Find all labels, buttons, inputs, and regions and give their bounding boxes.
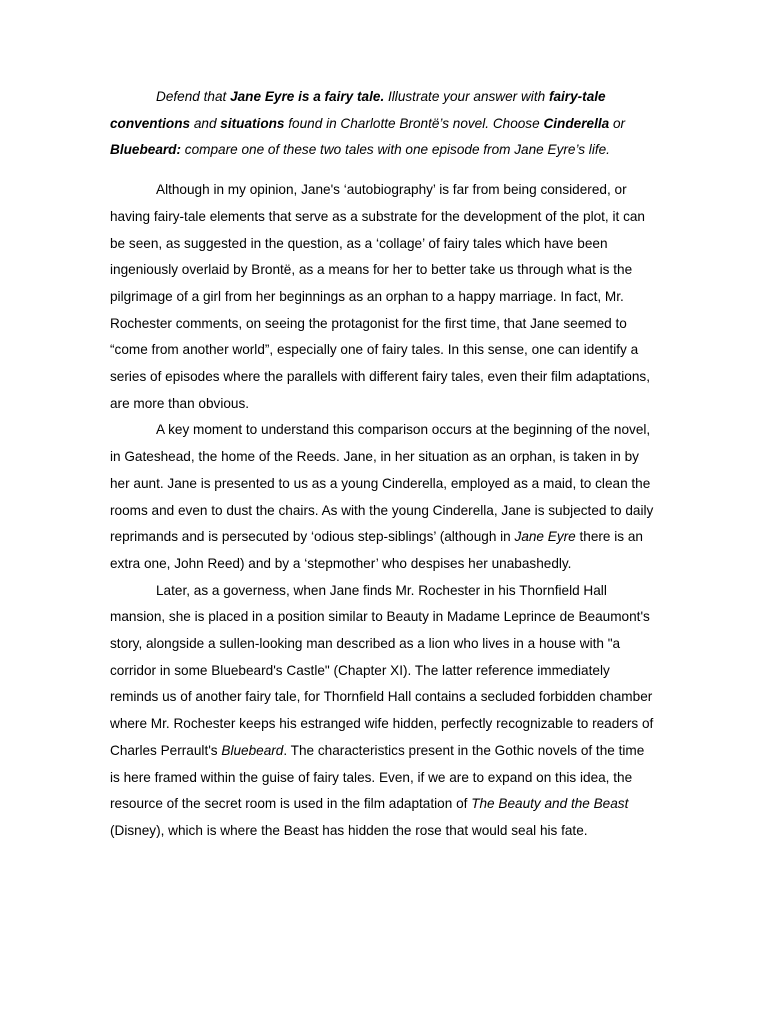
paragraph-3 bbox=[110, 578, 656, 845]
prompt-text-3: and bbox=[190, 115, 221, 131]
paragraph-3-text-a: Later, as a governess, when Jane finds Mr. Rochester in his Thornfield Hall mansion, she is placed in a position similar to Beauty in Madame Leprince de Beaumont's story, alongside a sullen-looking man described as a lion who lives in a house with "a corridor in some Bluebeard's Castle" (Chapter XI). The latter reference immediately reminds us of another fairy tale, for Thornfield Hall contains a secluded forbidden chamber where Mr. Rochester keeps his estranged wife hidden, perfectly recognizable to readers of Charles Perrault's bbox=[110, 582, 654, 758]
prompt-bold-2: fairy-tale conventions bbox=[110, 89, 606, 131]
essay-prompt bbox=[110, 84, 656, 164]
prompt-text-4: found in Charlotte Brontë’s novel. Choose bbox=[284, 115, 544, 131]
paragraph-2 bbox=[110, 417, 656, 577]
prompt-text-5: or bbox=[609, 115, 626, 131]
prompt-text-1: Defend that bbox=[156, 89, 231, 104]
paragraph-2-text-b: there is an extra one, John Reed) and by a ‘stepmother’ who despises her unabashedly. bbox=[110, 529, 643, 571]
paragraph-1: Although in my opinion, Jane's ‘autobiography’ is far from being considered, or having fairy-tale elements that serve as a substrate for the development of the plot, it can be seen, as suggested in the question, as a ‘collage’ of fairy tales which have been ingeniously overlaid by Brontë, as a means for her to better take us through what is the pilgrimage of a girl from her beginnings as an orphan to a happy marriage. In fact, Mr. Rochester comments, on seeing the protagonist for the first time, that Jane seemed to “come from another world”, especially one of fairy tales. In this sense, one can identify a series of episodes where the parallels with different fairy tales, even their film adaptations, are more than obvious. bbox=[110, 182, 651, 411]
prompt-text-6: compare one of these two tales with one episode from Jane Eyre’s life. bbox=[181, 142, 610, 158]
prompt-bold-1: Jane Eyre is a fairy tale. bbox=[230, 89, 385, 104]
paragraph-3-title-bluebeard: Bluebeard bbox=[221, 742, 284, 758]
paragraph-2-title-jane-eyre: Jane Eyre bbox=[514, 529, 576, 545]
paragraph-3-text-c: (Disney), which is where the Beast has hidden the rose that would seal his fate. bbox=[110, 822, 588, 838]
paragraph-2-text-a: A key moment to understand this comparison occurs at the beginning of the novel, in Gateshead, the home of the Reeds. Jane, in her situation as an orphan, is taken in by her aunt. Jane is presented to us as a young Cinderella, employed as a maid, to clean the rooms and even to dust the chairs. As with the young Cinderella, Jane is subjected to daily reprimands and is persecuted by ‘odious step-siblings’ (although in bbox=[110, 422, 654, 545]
prompt-bold-4: Cinderella bbox=[543, 115, 610, 131]
prompt-bold-5: Bluebeard: bbox=[110, 142, 182, 158]
paragraph-3-title-beauty-beast: The Beauty and the Beast bbox=[471, 796, 629, 812]
prompt-bold-3: situations bbox=[220, 115, 285, 131]
prompt-text-2: Illustrate your answer with bbox=[384, 89, 549, 104]
paragraph-3-text-b: . The characteristics present in the Gothic novels of the time is here framed within the guise of fairy tales. Even, if we are to expand on this idea, the resource of the secret room is used in the film adaptation of bbox=[110, 742, 645, 812]
